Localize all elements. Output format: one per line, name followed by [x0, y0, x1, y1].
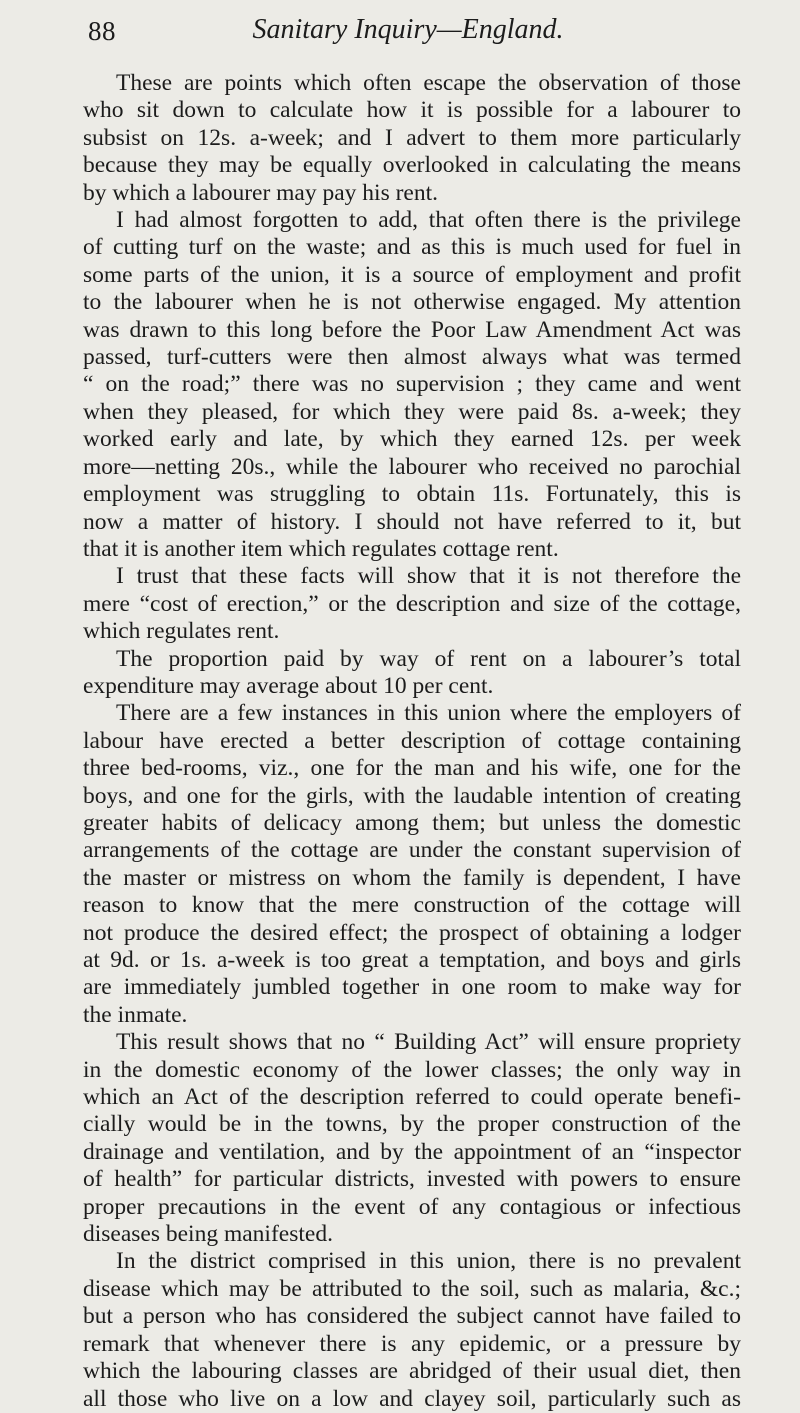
- text-line: passed, turf-cutters were then almost always what was termed: [83, 344, 741, 371]
- text-line: who sit down to calculate how it is possible for a labourer to: [83, 97, 741, 124]
- text-line: These are points which often escape the observation of those: [116, 70, 741, 96]
- text-line: remark that whenever there is any epidemic, or a pressure by: [83, 1330, 741, 1357]
- text-line: In the district comprised in this union, there is no prevalent: [116, 1248, 741, 1275]
- text-line: more—netting 20s., while the labourer who received no parochial: [83, 453, 741, 480]
- text-line: expenditure may average about 10 per cent.: [83, 672, 494, 699]
- text-line: diseases being manifested.: [83, 1221, 333, 1248]
- text-line: the master or mistress on whom the family is dependent, I have: [83, 864, 741, 891]
- text-line: I trust that these facts will show that it is not therefore the: [116, 563, 741, 590]
- text-line: but a person who has considered the subject cannot have failed to: [83, 1303, 741, 1330]
- text-line: reason to know that the mere construction of the cottage will: [83, 892, 741, 919]
- page-number: 88: [88, 16, 116, 46]
- text-line: The proportion paid by way of rent on a labourer’s total: [116, 645, 741, 672]
- text-line: by which a labourer may pay his rent.: [83, 179, 439, 206]
- text-line: which an Act of the description referred to could operate benefi-: [83, 1084, 741, 1111]
- text-line: to the labourer when he is not otherwise engaged. My attention: [83, 289, 741, 316]
- text-line: at 9d. or 1s. a-week is too great a temptation, and boys and girls: [83, 947, 741, 973]
- text-line: of cutting turf on the waste; and as this is much used for fuel in: [83, 234, 741, 261]
- page-header: [88, 12, 728, 52]
- text-line: subsist on 12s. a-week; and I advert to them more particularly: [83, 124, 741, 151]
- text-line: now a matter of history. I should not have referred to it, but: [83, 508, 741, 535]
- text-line: in the domestic economy of the lower classes; the only way in: [83, 1056, 741, 1083]
- text-line: drainage and ventilation, and by the appointment of an “inspector: [83, 1138, 741, 1165]
- text-line: not produce the desired effect; the prospect of obtaining a lodger: [83, 919, 741, 946]
- text-line: This result shows that no “ Building Act” will ensure propriety: [116, 1029, 741, 1056]
- running-title: Sanitary Inquiry—England.: [252, 14, 564, 45]
- text-line: of health” for particular districts, invested with powers to ensure: [83, 1166, 741, 1193]
- text-line: which regulates rent.: [83, 618, 280, 645]
- text-line: that it is another item which regulates cottage rent.: [83, 535, 559, 562]
- text-line: was drawn to this long before the Poor Law Amendment Act was: [83, 316, 741, 343]
- text-line: boys, and one for the girls, with the laudable intention of creating: [83, 782, 741, 809]
- text-line: all those who live on a low and clayey soil, particularly such as: [83, 1385, 741, 1412]
- text-line: I had almost forgotten to add, that often there is the privilege: [116, 207, 741, 234]
- text-line: some parts of the union, it is a source of employment and profit: [83, 261, 741, 288]
- text-line: three bed-rooms, viz., one for the man and his wife, one for the: [83, 755, 741, 782]
- text-line: proper precautions in the event of any contagious or infectious: [83, 1193, 741, 1220]
- text-line: “ on the road;” there was no supervision ; they came and went: [83, 371, 741, 398]
- text-line: are immediately jumbled together in one room to make way for: [83, 974, 741, 1001]
- text-line: employment was struggling to obtain 11s. Fortunately, this is: [83, 481, 741, 508]
- text-line: disease which may be attributed to the soil, such as malaria, &c.;: [83, 1275, 741, 1302]
- text-line: mere “cost of erection,” or the description and size of the cottage,: [83, 590, 741, 617]
- text-line: labour have erected a better description of cottage containing: [83, 727, 741, 754]
- text-line: which the labouring classes are abridged of their usual diet, then: [83, 1358, 741, 1385]
- text-line: There are a few instances in this union where the employers of: [116, 700, 741, 727]
- text-line: because they may be equally overlooked in calculating the means: [83, 152, 741, 179]
- text-line: worked early and late, by which they earned 12s. per week: [83, 426, 741, 453]
- body-text: [83, 70, 741, 1413]
- text-line: the inmate.: [83, 1001, 188, 1028]
- text-line: cially would be in the towns, by the proper construction of the: [83, 1111, 741, 1138]
- text-line: greater habits of delicacy among them; but unless the domestic: [83, 809, 741, 836]
- text-line: arrangements of the cottage are under the constant supervision of: [83, 837, 741, 864]
- text-line: when they pleased, for which they were paid 8s. a-week; they: [83, 398, 741, 425]
